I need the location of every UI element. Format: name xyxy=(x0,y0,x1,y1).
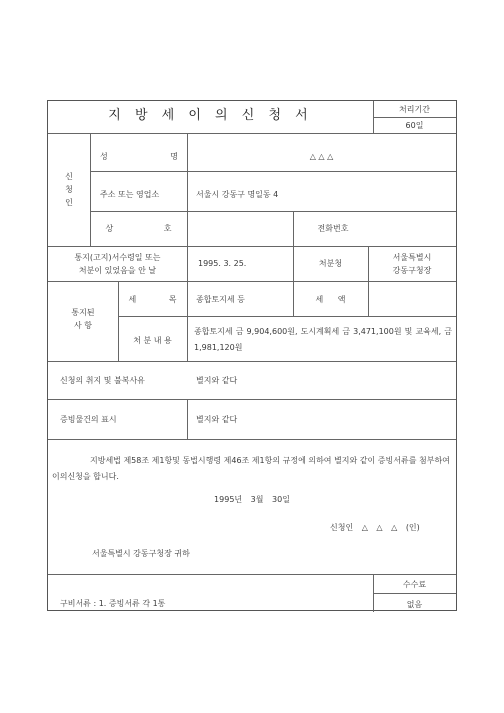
statement-body: 지방세법 제58조 제1항및 동법시행령 제46조 제1항의 규정에 의하여 별지와 같이 증빙서류를 첨부하여 이의신청을 합니다. xyxy=(52,456,450,481)
address-label: 주소 또는 영업소 xyxy=(100,190,160,199)
tax-item-value: 종합토지세 등 xyxy=(196,295,245,304)
fee-value: 없음 xyxy=(406,600,423,609)
rule-evidence xyxy=(48,439,456,440)
rule-address xyxy=(90,211,456,212)
applicant-label-3: 인 xyxy=(65,198,73,207)
name-value: △ △ △ xyxy=(309,152,334,161)
rule-processing xyxy=(373,117,456,118)
name-label: 성 명 xyxy=(100,152,178,161)
agency-label: 처분청 xyxy=(318,259,343,268)
statement-recipient: 서울특별시 강동구청장 귀하 xyxy=(92,549,190,558)
notified-label-2: 사 항 xyxy=(74,321,92,330)
phone-label: 전화번호 xyxy=(317,224,349,233)
tax-item-label: 세 목 xyxy=(128,295,177,304)
rule-v-main xyxy=(187,133,188,361)
rule-notice xyxy=(48,281,456,282)
notified-label-1: 통지된 xyxy=(71,308,95,317)
applicant-label-2: 청 xyxy=(65,185,73,194)
rule-reason xyxy=(48,399,456,400)
statement-signature: 신청인 △ △ △ (인) xyxy=(330,523,420,532)
evidence-label: 증빙물건의 표시 xyxy=(60,415,117,424)
rule-v-notified xyxy=(118,281,119,361)
statement-date: 1995년 3월 30일 xyxy=(214,495,290,504)
rule-title-bottom xyxy=(48,133,456,134)
notice-date: 1995. 3. 25. xyxy=(198,259,247,268)
rule-name xyxy=(90,171,456,172)
detail-label: 처 분 내 용 xyxy=(133,336,172,345)
form-title: 지 방 세 이 의 신 청 서 xyxy=(108,108,313,123)
evidence-value: 별지와 같다 xyxy=(196,415,238,424)
attachments-text: 구비서류 : 1. 증빙서류 각 1통 xyxy=(60,599,166,608)
agency-line-2: 강동구청장 xyxy=(392,266,432,275)
detail-value: 종합토지세 금 9,904,600원, 도시계획세 금 3,471,100원 및 교육세, 금 1,981,120원 xyxy=(194,327,452,352)
rule-applicant xyxy=(48,246,456,247)
reason-value: 별지와 같다 xyxy=(196,376,238,385)
agency-line-1: 서울특별시 xyxy=(392,253,432,262)
trade-label: 상 호 xyxy=(105,224,172,233)
fee-label: 수수료 xyxy=(402,580,427,589)
applicant-label-1: 신 xyxy=(65,172,73,181)
address-value: 서울시 강동구 명일동 4 xyxy=(196,190,279,199)
rule-v-main2 xyxy=(187,399,188,439)
tax-amount-label: 세 액 xyxy=(315,295,346,304)
notice-label-1: 통지(고지)서수령일 또는 xyxy=(74,253,161,262)
rule-statement xyxy=(48,574,456,575)
processing-value: 60일 xyxy=(405,121,424,130)
notice-label-2: 처분이 있었음을 안 날 xyxy=(78,266,157,275)
rule-fee xyxy=(373,593,456,594)
rule-notified xyxy=(48,361,456,362)
objection-form xyxy=(47,100,457,611)
reason-label: 신청의 취지 및 불복사유 xyxy=(60,376,145,385)
rule-tax-item xyxy=(118,316,456,317)
processing-label: 처리기간 xyxy=(399,105,430,114)
